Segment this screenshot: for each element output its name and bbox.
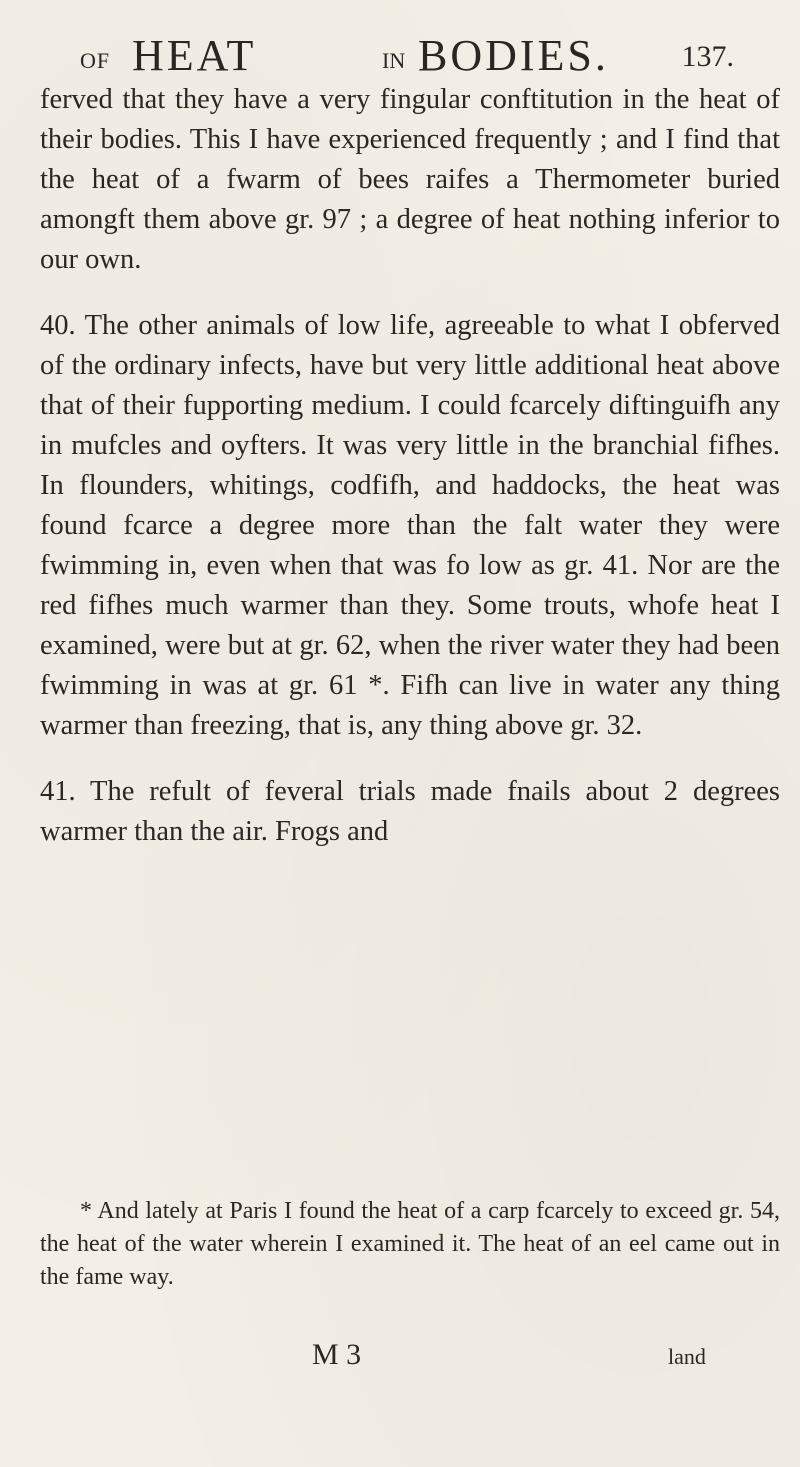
paragraph-40: 40. The other animals of low life, agreeable to what I obferved of the ordinary infects, have but very little additional heat above that of their fupporting medium. I could fcarcely diftinguifh any in mufcles and oyfters. It was very little in the branchial fifhes. In flounders, whitings, codfifh, and haddocks, the heat was found fcarce a degree more than the falt water they were fwimming in, even when that was fo low as gr. 41. Nor are the red fifhes much warmer than they. Some trouts, whofe heat I examined, were but at gr. 62, when the river water they had been fwimming in was at gr. 61 *. Fifh can live in water any thing warmer than freezing, that is, any thing above gr. 32. xyxy=(40,310,780,741)
header-bodies: BODIES. xyxy=(418,31,609,80)
header-in: IN xyxy=(382,48,406,73)
header-heat: HEAT xyxy=(132,31,257,80)
paragraph-41: 41. The refult of feveral trials made fnails about 2 degrees warmer than the air. Frogs and xyxy=(40,776,780,847)
running-header xyxy=(80,26,760,86)
footnote: * And lately at Paris I found the heat of a carp fcarcely to exceed gr. 54, the heat of the water wherein I examined it. The heat of an eel came out in the fame way. xyxy=(40,1198,780,1290)
page-footer xyxy=(0,1338,800,1378)
header-of: OF xyxy=(80,48,111,73)
signature-mark: M 3 xyxy=(312,1338,362,1371)
main-text xyxy=(40,80,780,878)
page-number: 137. xyxy=(681,40,734,73)
paragraph-continuation: ferved that they have a very fingular conftitution in the heat of their bodies. This I have experienced frequently ; and I find that the heat of a fwarm of bees raifes a Thermometer buried amongft them above gr. 97 ; a degree of heat nothing inferior to our own. xyxy=(40,84,780,275)
catchword: land xyxy=(668,1344,706,1369)
